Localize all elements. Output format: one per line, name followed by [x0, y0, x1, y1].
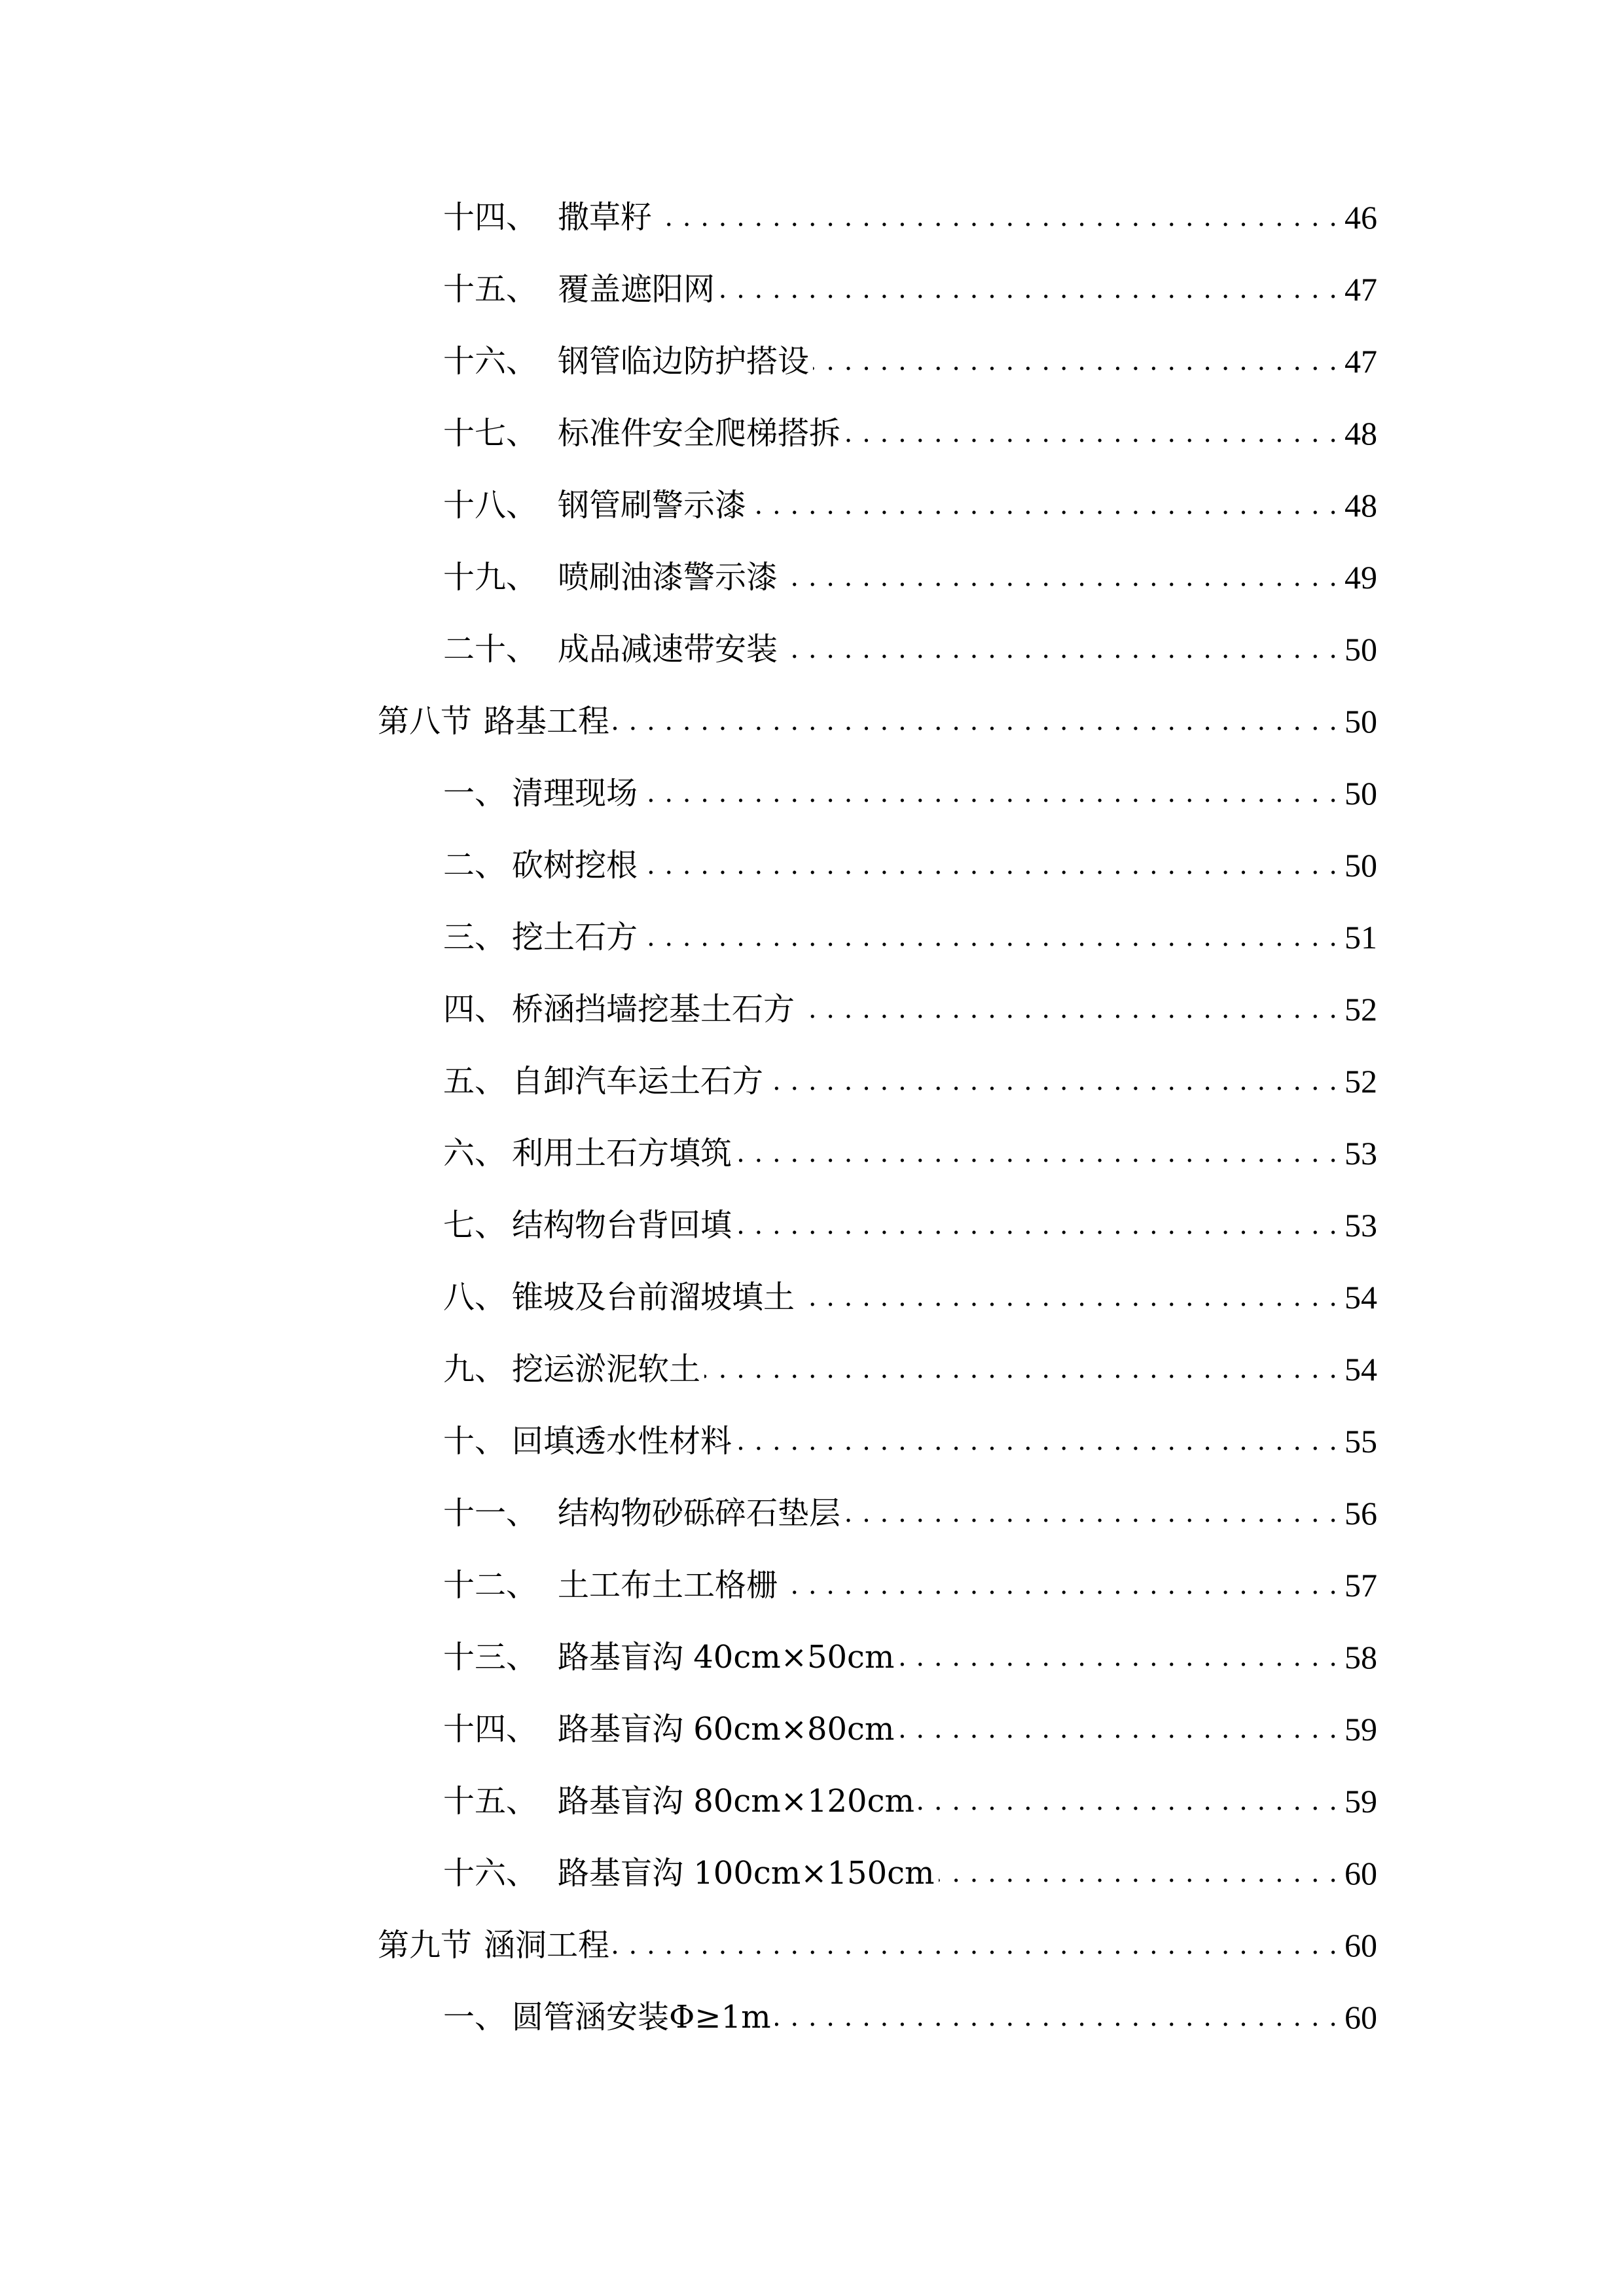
- toc-entry-title: 圆管涵安装Φ≥1m: [512, 1999, 771, 2036]
- toc-entry-page-number: 60: [1344, 1927, 1377, 1964]
- toc-entry-page-number: 47: [1344, 271, 1377, 308]
- dot-leader: [641, 844, 1338, 886]
- toc-entry-title: 回填透水性材料: [512, 1423, 732, 1460]
- toc-entry-number: 十四、: [443, 199, 538, 236]
- toc-entry-page-number: 50: [1344, 703, 1377, 740]
- toc-item-entry[interactable]: [443, 484, 1377, 526]
- toc-item-entry[interactable]: [443, 1420, 1377, 1462]
- dot-leader: [898, 1636, 1338, 1678]
- dot-leader: [613, 700, 1338, 742]
- dot-leader: [767, 1060, 1338, 1102]
- toc-entry-title: 土工布土工格栅: [558, 1567, 778, 1604]
- toc-entry-number: 二十、: [443, 631, 538, 668]
- toc-item-entry[interactable]: [443, 412, 1377, 454]
- dot-leader: [799, 1276, 1338, 1318]
- toc-entry-number: 一、: [443, 775, 507, 812]
- dot-leader: [918, 1780, 1338, 1822]
- toc-entry-page-number: 60: [1344, 1855, 1377, 1892]
- toc-entry-title: 锥坡及台前溜坡填土: [512, 1279, 795, 1316]
- toc-entry-page-number: 50: [1344, 775, 1377, 812]
- toc-entry-number: 三、: [443, 919, 507, 956]
- toc-entry-number: 十九、: [443, 559, 538, 596]
- toc-entry-page-number: 54: [1344, 1351, 1377, 1388]
- toc-entry-title: 路基盲沟 80cm×120cm: [558, 1783, 914, 1820]
- dot-leader: [719, 268, 1338, 310]
- toc-entry-number: 四、: [443, 991, 507, 1028]
- toc-entry-page-number: 52: [1344, 1063, 1377, 1100]
- toc-entry-title: 结构物砂砾碎石垫层: [558, 1495, 841, 1532]
- toc-entry-title: 撒草籽: [558, 199, 653, 236]
- toc-entry-title: 钢管临边防护搭设: [558, 343, 810, 380]
- toc-entry-title: 利用土石方填筑: [512, 1135, 732, 1172]
- toc-entry-number: 第九节: [378, 1927, 473, 1964]
- dot-leader: [898, 1708, 1338, 1750]
- dot-leader: [939, 1852, 1338, 1894]
- toc-entry-number: 十三、: [443, 1639, 538, 1676]
- toc-item-entry[interactable]: [443, 1780, 1377, 1822]
- toc-item-entry[interactable]: [443, 1132, 1377, 1174]
- dot-leader: [844, 1492, 1338, 1534]
- toc-item-entry[interactable]: [443, 1060, 1377, 1102]
- toc-item-entry[interactable]: [443, 916, 1377, 958]
- dot-leader: [750, 484, 1338, 526]
- dot-leader: [813, 340, 1338, 382]
- toc-entry-title: 挖土石方: [512, 919, 638, 956]
- toc-entry-page-number: 53: [1344, 1207, 1377, 1244]
- toc-entry-title: 自卸汽车运土石方: [512, 1063, 764, 1100]
- toc-entry-title: 涵洞工程: [484, 1927, 610, 1964]
- toc-section-entry[interactable]: [378, 1924, 1377, 1966]
- toc-item-entry[interactable]: [443, 1852, 1377, 1894]
- dot-leader: [782, 628, 1338, 670]
- toc-entry-title: 喷刷油漆警示漆: [558, 559, 778, 596]
- toc-entry-number: 十六、: [443, 343, 538, 380]
- toc-entry-number: 六、: [443, 1135, 507, 1172]
- toc-entry-title: 路基盲沟 100cm×150cm: [558, 1855, 935, 1892]
- toc-item-entry[interactable]: [443, 1636, 1377, 1678]
- toc-entry-number: 九、: [443, 1351, 507, 1388]
- toc-entry-page-number: 52: [1344, 991, 1377, 1028]
- toc-item-entry[interactable]: [443, 1708, 1377, 1750]
- toc-entry-title: 清理现场: [512, 775, 638, 812]
- toc-entry-number: 十一、: [443, 1495, 538, 1532]
- toc-item-entry[interactable]: [443, 340, 1377, 382]
- toc-entry-number: 十五、: [443, 1783, 538, 1820]
- dot-leader: [844, 412, 1338, 454]
- toc-entry-page-number: 50: [1344, 847, 1377, 884]
- toc-entry-number: 第八节: [378, 703, 473, 740]
- toc-item-entry[interactable]: [443, 844, 1377, 886]
- toc-entry-number: 八、: [443, 1279, 507, 1316]
- dot-leader: [656, 196, 1338, 238]
- toc-item-entry[interactable]: [443, 268, 1377, 310]
- toc-entry-number: 五、: [443, 1063, 507, 1100]
- dot-leader: [736, 1132, 1338, 1174]
- toc-entry-title: 挖运淤泥软土: [512, 1351, 701, 1388]
- toc-entry-title: 路基工程: [484, 703, 610, 740]
- toc-entry-number: 十六、: [443, 1855, 538, 1892]
- dot-leader: [613, 1924, 1338, 1966]
- toc-item-entry[interactable]: [443, 556, 1377, 598]
- toc-entry-page-number: 48: [1344, 487, 1377, 524]
- toc-entry-page-number: 49: [1344, 559, 1377, 596]
- dot-leader: [736, 1204, 1338, 1246]
- toc-item-entry[interactable]: [443, 772, 1377, 814]
- toc-entry-page-number: 47: [1344, 343, 1377, 380]
- toc-entry-number: 十五、: [443, 271, 538, 308]
- toc-item-entry[interactable]: [443, 1996, 1377, 2038]
- dot-leader: [782, 1564, 1338, 1606]
- toc-entry-page-number: 56: [1344, 1495, 1377, 1532]
- toc-entry-title: 砍树挖根: [512, 847, 638, 884]
- toc-entry-page-number: 48: [1344, 415, 1377, 452]
- toc-entry-number: 十、: [443, 1423, 507, 1460]
- toc-entry-page-number: 51: [1344, 919, 1377, 956]
- dot-leader: [704, 1348, 1338, 1390]
- toc-entry-number: 七、: [443, 1207, 507, 1244]
- toc-entry-page-number: 58: [1344, 1639, 1377, 1676]
- toc-item-entry[interactable]: [443, 196, 1377, 238]
- toc-item-entry[interactable]: [443, 1276, 1377, 1318]
- toc-entry-page-number: 60: [1344, 1999, 1377, 2036]
- toc-entry-title: 路基盲沟 40cm×50cm: [558, 1639, 895, 1676]
- toc-entry-number: 十四、: [443, 1711, 538, 1748]
- dot-leader: [799, 988, 1338, 1030]
- toc-entry-page-number: 50: [1344, 631, 1377, 668]
- toc-entry-number: 二、: [443, 847, 507, 884]
- toc-entry-number: 一、: [443, 1999, 507, 2036]
- toc-entry-number: 十七、: [443, 415, 538, 452]
- dot-leader: [782, 556, 1338, 598]
- toc-entry-title: 覆盖遮阳网: [558, 271, 715, 308]
- toc-entry-title: 路基盲沟 60cm×80cm: [558, 1711, 895, 1748]
- toc-entry-page-number: 57: [1344, 1567, 1377, 1604]
- toc-entry-title: 标准件安全爬梯搭拆: [558, 415, 841, 452]
- toc-section-entry[interactable]: [378, 700, 1377, 742]
- toc-item-entry[interactable]: [443, 628, 1377, 670]
- toc-entry-title: 钢管刷警示漆: [558, 487, 747, 524]
- toc-entry-page-number: 55: [1344, 1423, 1377, 1460]
- toc-entry-page-number: 53: [1344, 1135, 1377, 1172]
- toc-entry-title: 结构物台背回填: [512, 1207, 732, 1244]
- toc-item-entry[interactable]: [443, 1492, 1377, 1534]
- toc-entry-number: 十八、: [443, 487, 538, 524]
- toc-entry-title: 成品减速带安装: [558, 631, 778, 668]
- dot-leader: [641, 916, 1338, 958]
- toc-entry-title: 桥涵挡墙挖基土石方: [512, 991, 795, 1028]
- toc-entry-page-number: 46: [1344, 199, 1377, 236]
- dot-leader: [736, 1420, 1338, 1462]
- toc-entry-page-number: 59: [1344, 1783, 1377, 1820]
- toc-item-entry[interactable]: [443, 1204, 1377, 1246]
- dot-leader: [775, 1996, 1338, 2038]
- toc-item-entry[interactable]: [443, 1564, 1377, 1606]
- toc-entry-number: 十二、: [443, 1567, 538, 1604]
- toc-entry-page-number: 54: [1344, 1279, 1377, 1316]
- toc-entry-page-number: 59: [1344, 1711, 1377, 1748]
- toc-item-entry[interactable]: [443, 1348, 1377, 1390]
- toc-item-entry[interactable]: [443, 988, 1377, 1030]
- dot-leader: [641, 772, 1338, 814]
